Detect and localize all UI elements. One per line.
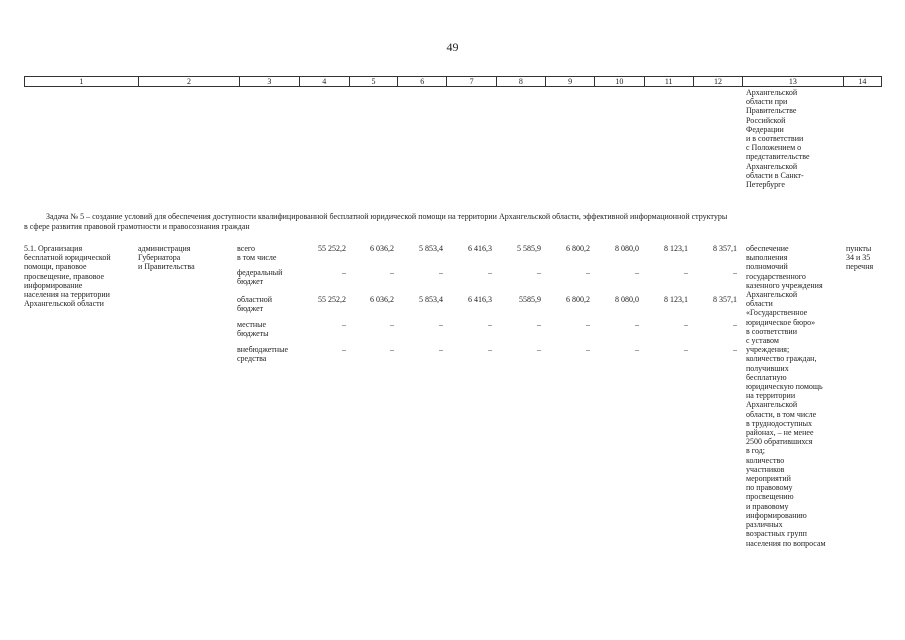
- source-value: –: [390, 345, 394, 354]
- col-number-7: 7: [447, 77, 496, 87]
- source-value: 6 800,2: [566, 244, 590, 253]
- result-line: возрастных групп: [746, 529, 807, 539]
- source-value: –: [390, 320, 394, 329]
- col13-line: с Положением о: [746, 143, 802, 153]
- measure-result: [746, 244, 846, 548]
- source-value: –: [635, 268, 639, 277]
- source-value: 55 252,2: [318, 295, 346, 304]
- measure-name-line: Архангельской области: [24, 299, 104, 309]
- result-line: районах, – не менее: [746, 428, 814, 438]
- source-value: –: [488, 345, 492, 354]
- source-label: [237, 320, 299, 338]
- result-line: Архангельской: [746, 290, 798, 300]
- result-line: выполнения: [746, 253, 788, 263]
- source-value: –: [635, 345, 639, 354]
- col13-line: Правительстве: [746, 106, 797, 116]
- note-line: пункты: [846, 244, 872, 253]
- page-number: 49: [446, 40, 459, 54]
- source-value: –: [342, 268, 346, 277]
- result-line: количество: [746, 455, 785, 465]
- col13-line: области при: [746, 97, 788, 107]
- source-label-line: бюджеты: [237, 329, 269, 339]
- source-label-line: бюджет: [237, 277, 264, 287]
- source-value: –: [488, 320, 492, 329]
- result-line: учреждения;: [746, 345, 790, 355]
- col-number-4: 4: [299, 77, 349, 87]
- result-line: области: [746, 299, 773, 309]
- source-value: –: [537, 345, 541, 354]
- result-line: на территории: [746, 391, 796, 401]
- result-line: 2500 обратившихся: [746, 437, 813, 447]
- source-value: 6 416,3: [468, 295, 492, 304]
- source-value: 8 080,0: [615, 244, 639, 253]
- result-line: и правовому: [746, 501, 789, 511]
- result-line: различных: [746, 520, 783, 530]
- source-value: –: [537, 320, 541, 329]
- col13-line: Архангельской: [746, 88, 798, 97]
- col-number-2: 2: [138, 77, 240, 87]
- result-line: информированию: [746, 510, 807, 520]
- source-value: 55 252,2: [318, 244, 346, 253]
- result-line: государственного: [746, 271, 806, 281]
- task-line-2: в сфере развития правовой грамотности и правосознания граждан: [24, 222, 250, 231]
- source-value: 6 036,2: [370, 244, 394, 253]
- task-line-1: Задача № 5 – создание условий для обеспечения доступности квалифицированной бесплатной юридической помощи на территории Архангельской области, эффективной информационной структуры: [46, 212, 728, 221]
- source-value: –: [439, 345, 443, 354]
- col13-line: области в Санкт-: [746, 170, 804, 180]
- result-line: юридическое бюро»: [746, 317, 816, 327]
- col-number-14: 14: [843, 77, 881, 87]
- source-value: –: [586, 320, 590, 329]
- source-value: –: [684, 268, 688, 277]
- col-number-9: 9: [545, 77, 594, 87]
- measure-name-line: информирование: [24, 280, 83, 290]
- note-line: перечня: [846, 262, 874, 272]
- source-value: –: [537, 268, 541, 277]
- source-value: –: [635, 320, 639, 329]
- col13-line: Российской: [746, 115, 786, 125]
- source-value: –: [586, 268, 590, 277]
- source-value: –: [342, 345, 346, 354]
- source-value: –: [733, 345, 737, 354]
- executor-line: Губернатора: [138, 253, 181, 263]
- col-number-13: 13: [743, 77, 844, 87]
- source-value: –: [488, 268, 492, 277]
- measure-name-line: просвещение, правовое: [24, 271, 105, 281]
- col13-line: Петербурге: [746, 180, 785, 190]
- column-number-header: [24, 76, 882, 87]
- measure-name-line: населения на территории: [24, 290, 110, 300]
- source-label-line: внебюджетные: [237, 345, 288, 354]
- source-value: 5 853,4: [419, 295, 443, 304]
- source-value: –: [439, 320, 443, 329]
- source-value: –: [439, 268, 443, 277]
- source-label-line: федеральный: [237, 268, 283, 277]
- source-value: 8 123,1: [664, 244, 688, 253]
- measure-name-line: помощи, правовое: [24, 262, 87, 272]
- source-label-line: местные: [237, 320, 267, 329]
- source-value: 8 357,1: [713, 295, 737, 304]
- source-label: [237, 345, 299, 363]
- executor-line: администрация: [138, 244, 191, 253]
- source-value: 8 357,1: [713, 244, 737, 253]
- col-number-10: 10: [595, 77, 644, 87]
- result-line: участников: [746, 464, 785, 474]
- source-label-line: в том числе: [237, 253, 277, 263]
- source-label-line: средства: [237, 354, 267, 364]
- col13-continuation: [746, 88, 846, 189]
- source-value: 6 800,2: [566, 295, 590, 304]
- source-value: –: [684, 345, 688, 354]
- source-value: 6 416,3: [468, 244, 492, 253]
- source-value: –: [733, 320, 737, 329]
- source-value: 8 080,0: [615, 295, 639, 304]
- source-value: 5 585,9: [517, 244, 541, 253]
- result-line: населения по вопросам: [746, 538, 826, 548]
- measure-note: [846, 244, 884, 272]
- col-number-12: 12: [693, 77, 742, 87]
- result-line: бесплатную: [746, 372, 787, 382]
- col13-line: представительстве: [746, 152, 810, 162]
- source-label: [237, 295, 299, 313]
- source-value: –: [684, 320, 688, 329]
- measure-name-line: 5.1. Организация: [24, 244, 83, 253]
- result-line: «Государственное: [746, 308, 808, 318]
- col13-line: и в соответствии: [746, 134, 804, 144]
- result-line: количество граждан,: [746, 354, 817, 364]
- col-number-8: 8: [496, 77, 545, 87]
- result-line: мероприятий: [746, 474, 791, 484]
- measure-executor: [138, 244, 234, 272]
- result-line: Архангельской: [746, 400, 798, 410]
- col13-line: Архангельской: [746, 161, 798, 171]
- col-number-5: 5: [349, 77, 397, 87]
- col-number-3: 3: [240, 77, 299, 87]
- source-value: –: [390, 268, 394, 277]
- note-line: 34 и 35: [846, 253, 871, 263]
- result-line: с уставом: [746, 336, 779, 346]
- source-value: 8 123,1: [664, 295, 688, 304]
- source-label-line: бюджет: [237, 304, 264, 314]
- result-line: юридическую помощь: [746, 382, 823, 392]
- source-value: 5 853,4: [419, 244, 443, 253]
- result-line: получивших: [746, 363, 789, 373]
- source-label: [237, 268, 299, 286]
- source-value: 6 036,2: [370, 295, 394, 304]
- result-line: по правовому: [746, 483, 793, 493]
- result-line: в год;: [746, 446, 765, 456]
- result-line: казенного учреждения: [746, 280, 823, 290]
- executor-line: и Правительства: [138, 262, 195, 272]
- result-line: в соответствии: [746, 326, 797, 336]
- col-number-6: 6: [398, 77, 447, 87]
- col-number-1: 1: [25, 77, 139, 87]
- result-line: полномочий: [746, 262, 788, 272]
- source-value: –: [342, 320, 346, 329]
- result-line: просвещению: [746, 492, 794, 502]
- source-label-line: областной: [237, 295, 273, 304]
- source-value: –: [733, 268, 737, 277]
- result-line: в труднодоступных: [746, 418, 813, 428]
- col-number-11: 11: [644, 77, 693, 87]
- source-value: 5585,9: [519, 295, 541, 304]
- col13-line: Федерации: [746, 124, 784, 134]
- measure-name-line: бесплатной юридической: [24, 253, 111, 263]
- result-line: обеспечение: [746, 244, 789, 253]
- task-5-heading: [24, 212, 884, 232]
- result-line: области, в том числе: [746, 409, 817, 419]
- source-label-line: всего: [237, 244, 256, 253]
- source-value: –: [586, 345, 590, 354]
- measure-name: [24, 244, 134, 308]
- source-label: [237, 244, 299, 262]
